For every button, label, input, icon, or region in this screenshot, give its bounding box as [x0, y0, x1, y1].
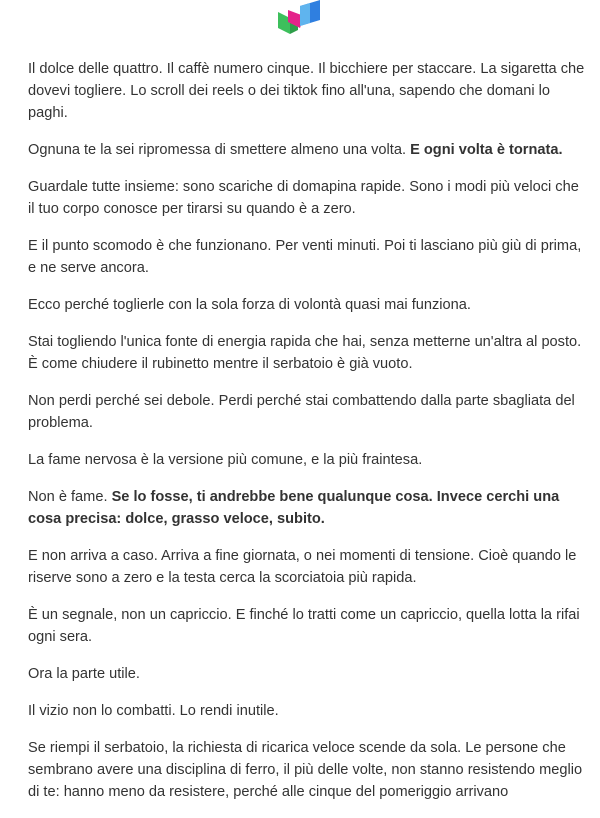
paragraph-3: Guardale tutte insieme: sono scariche di domapina rapide. Sono i modi più veloci che il tuo corpo conosce per tirarsi su quando è a zero.	[28, 179, 579, 217]
paragraph-8: La fame nervosa è la versione più comune, e la più fraintesa.	[28, 452, 423, 468]
paragraph-9: Non è fame. Se lo fosse, ti andrebbe bene qualunque cosa. Invece cerchi una cosa precisa: dolce, grasso veloce, subito.	[28, 489, 560, 527]
paragraph-11: È un segnale, non un capriccio. E finché lo tratti come un capriccio, quella lotta la rifai ogni sera.	[28, 607, 580, 645]
paragraph-9-bold: Se lo fosse, ti andrebbe bene qualunque cosa. Invece cerchi una cosa precisa: dolce, grasso veloce, subito.	[28, 489, 560, 527]
paragraph-6: Stai togliendo l'unica fonte di energia rapida che hai, senza metterne un'altra al posto. È come chiudere il rubinetto mentre il serbatoio è già vuoto.	[28, 334, 582, 372]
paragraph-5: Ecco perché toglierle con la sola forza di volontà quasi mai funziona.	[28, 297, 471, 313]
paragraph-2-bold: E ogni volta è tornata.	[410, 142, 563, 158]
paragraph-7: Non perdi perché sei debole. Perdi perché stai combattendo dalla parte sbagliata del problema.	[28, 393, 575, 431]
brand-logo-icon	[276, 0, 324, 36]
header	[0, 0, 600, 40]
paragraph-2: Ognuna te la sei ripromessa di smettere almeno una volta. E ogni volta è tornata.	[28, 142, 563, 158]
paragraph-12: Ora la parte utile.	[28, 666, 140, 682]
paragraph-10: E non arriva a caso. Arriva a fine giornata, o nei momenti di tensione. Cioè quando le riserve sono a zero e la testa cerca la scorciatoia più rapida.	[28, 548, 577, 586]
paragraph-13: Il vizio non lo combatti. Lo rendi inutile.	[28, 703, 279, 719]
paragraph-1: Il dolce delle quattro. Il caffè numero cinque. Il bicchiere per staccare. La sigaretta che dovevi togliere. Lo scroll dei reels o dei tiktok fino all'una, sapendo che domani lo paghi.	[28, 61, 585, 121]
paragraph-14: Se riempi il serbatoio, la richiesta di ricarica veloce scende da sola. Le persone che sembrano avere una disciplina di ferro, il più delle volte, non stanno resistendo meglio di te: hanno meno da resistere, perché alle cinque del pomeriggio arrivano	[28, 740, 583, 800]
article-body	[28, 58, 588, 818]
paragraph-4: E il punto scomodo è che funzionano. Per venti minuti. Poi ti lasciano più giù di prima, e ne serve ancora.	[28, 238, 582, 276]
